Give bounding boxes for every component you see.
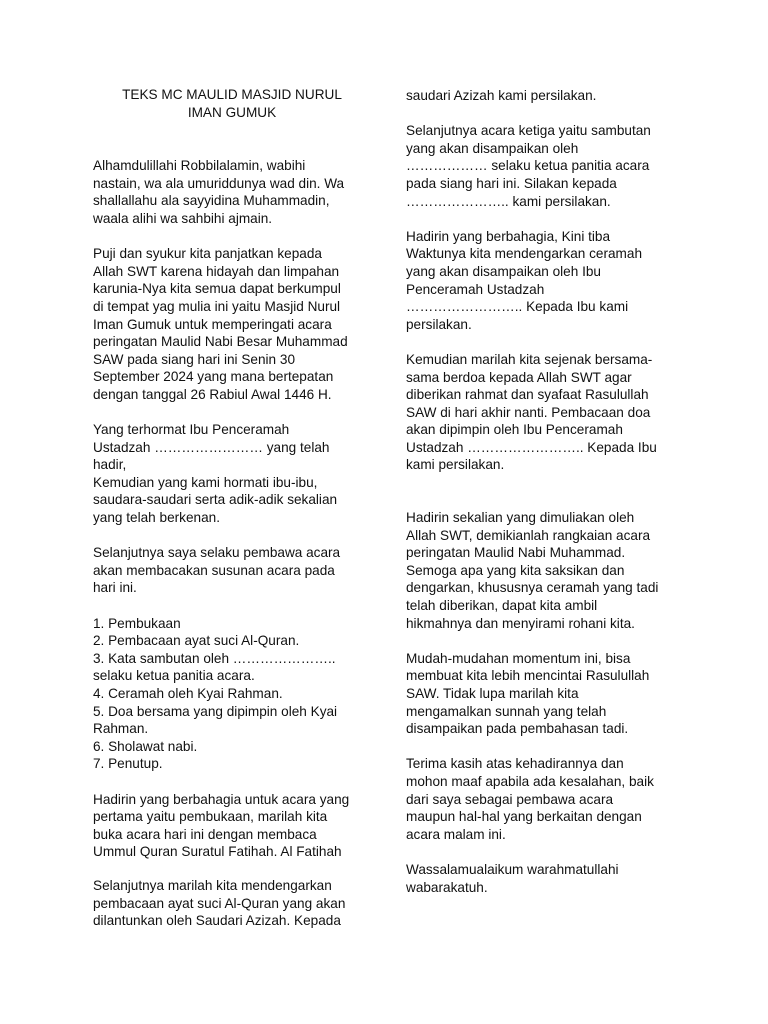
opening-paragraph: Alhamdulillahi Robbilalamin, wabihi nastain, wa ala umuriddunya wad din. Wa shallallahu ala sayyidina Muhammadin, waala alihi wa sahbihi ajmain. xyxy=(93,158,345,226)
opening-prayer-paragraph: Hadirin yang berbahagia untuk acara yang pertama yaitu pembukaan, marilah kita buka acara hari ini dengan membaca Ummul Quran Suratul Fatihah. Al Fatihah xyxy=(93,791,350,860)
sermon-paragraph: Hadirin yang berbahagia, Kini tiba Waktunya kita mendengarkan ceramah yang akan disampaikan oleh Ibu Penceramah Ustadzah …………………….. Kepada Ibu kami persilakan. xyxy=(406,228,642,332)
agenda-list xyxy=(93,615,371,773)
agenda-item: 2. Pembacaan ayat suci Al-Quran. xyxy=(93,633,300,649)
thanks-paragraph: Terima kasih atas kehadirannya dan mohon maaf apabila ada kesalahan, baik dari saya sebagai pembawa acara maupun hal-hal yang berkaitan dengan acara malam ini. xyxy=(406,756,654,842)
gratitude-paragraph: Puji dan syukur kita panjatkan kepada Allah SWT karena hidayah dan limpahan karunia-Nya kita semua dapat berkumpul di tempat yag mulia ini yaitu Masjid Nurul Iman Gumuk untuk memperingati acara peringatan Maulid Nabi Besar Muhammad SAW pada siang hari ini Senin 30 September 2024 yang mana bertepatan dengan tanggal 26 Rabiul Awal 1446 H. xyxy=(93,246,348,402)
agenda-intro-paragraph: Selanjutnya saya selaku pembawa acara akan membacakan susunan acara pada hari ini. xyxy=(93,545,341,596)
agenda-item: 3. Kata sambutan oleh ………………….. selaku ketua panitia acara. xyxy=(93,650,336,684)
greeting-paragraph: Yang terhormat Ibu Penceramah Ustadzah …………………… yang telah hadir, Kemudian yang kami hormati ibu-ibu, saudara-saudari serta adik-adik sekalian yang telah berkenan. xyxy=(93,422,338,526)
closing-paragraph: Hadirin sekalian yang dimuliakan oleh Allah SWT, demikianlah rangkaian acara peringatan Maulid Nabi Muhammad. Semoga apa yang kita saksikan dan dengarkan, khususnya ceramah yang tadi telah diberikan, dapat kita ambil hikmahnya dan menyirami rohani kita. xyxy=(406,510,659,631)
prayer-paragraph: Kemudian marilah kita sejenak bersama- sama berdoa kepada Allah SWT agar diberikan rahmat dan syafaat Rasulullah SAW di hari akhir nanti. Pembacaan doa akan dipimpin oleh Ibu Penceramah Ustadzah …………………….. Kepada Ibu kami persilakan. xyxy=(406,351,657,473)
agenda-item: 5. Doa bersama yang dipimpin oleh Kyai Rahman. xyxy=(93,703,338,737)
quran-recital-paragraph: Selanjutnya marilah kita mendengarkan pembacaan ayat suci Al-Quran yang akan dilantunkan oleh Saudari Azizah. Kepada xyxy=(93,877,346,929)
welcome-speech-paragraph: Selanjutnya acara ketiga yaitu sambutan yang akan disampaikan oleh ……………… selaku ketua panitia acara pada siang hari ini. Silakan kepada ………………….. kami persilakan. xyxy=(406,123,651,209)
momentum-paragraph: Mudah-mudahan momentum ini, bisa membuat kita lebih mencintai Rasulullah SAW. Tidak lupa marilah kita mengamalkan sunnah yang telah disampaikan pada pembahasan tadi. xyxy=(406,650,650,737)
right-column xyxy=(406,87,674,896)
farewell-paragraph: Wassalamualaikum warahmatullahi wabarakatuh. xyxy=(406,861,619,895)
continuation-paragraph: saudari Azizah kami persilakan. xyxy=(406,88,597,103)
agenda-item: 7. Penutup. xyxy=(93,756,163,772)
agenda-item: 4. Ceramah oleh Kyai Rahman. xyxy=(93,686,283,701)
left-column xyxy=(93,86,371,930)
agenda-item: 6. Sholawat nabi. xyxy=(93,738,198,754)
document-title: TEKS MC MAULID MASJID NURUL IMAN GUMUK xyxy=(122,87,342,120)
agenda-item: 1. Pembukaan xyxy=(93,615,181,631)
